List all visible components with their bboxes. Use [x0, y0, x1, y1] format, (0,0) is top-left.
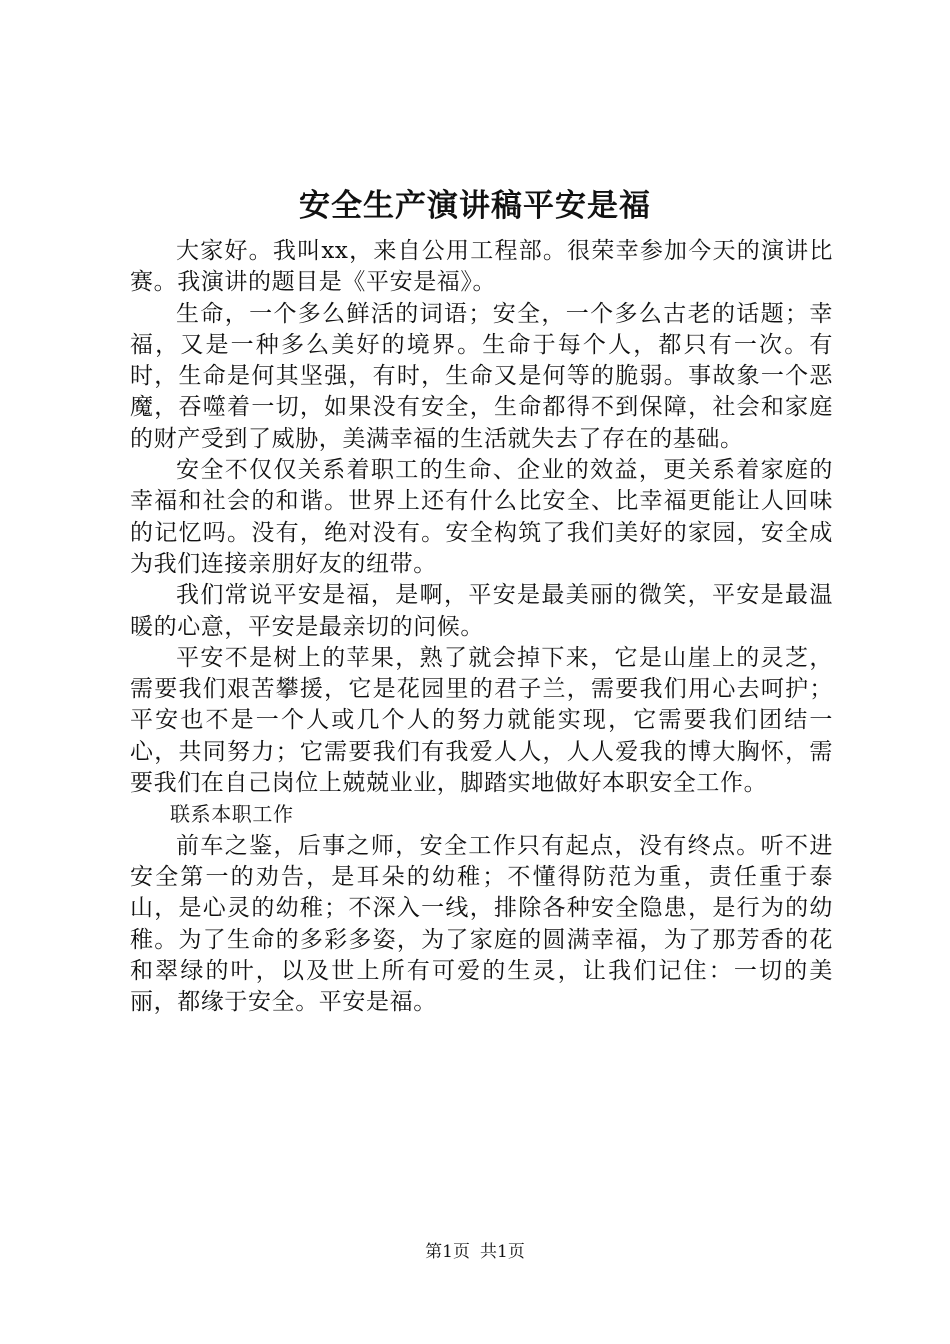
page-number: 第1页 — [425, 1242, 470, 1262]
page-total: 共1页 — [480, 1242, 525, 1262]
page-footer — [0, 1240, 950, 1264]
paragraph-peace-effort: 平安不是树上的苹果，熟了就会掉下来，它是山崖上的灵芝，需要我们艰苦攀援，它是花园里的君子兰，需要我们用心去呵护；平安也不是一个人或几个人的努力就能实现，它需要我们团结一心，共同努力；它需要我们有我爱人人，人人爱我的博大胸怀，需要我们在自己岗位上兢兢业业，脚踏实地做好本职安全工作。 — [130, 644, 833, 797]
section-heading: 联系本职工作 — [170, 802, 294, 827]
paragraph-closing: 前车之鉴，后事之师，安全工作只有起点，没有终点。听不进安全第一的劝告，是耳朵的幼稚；不懂得防范为重，责任重于泰山，是心灵的幼稚；不深入一线，排除各种安全隐患，是行为的幼稚。为了生命的多彩多姿，为了家庭的圆满幸福，为了那芳香的花和翠绿的叶，以及世上所有可爱的生灵，让我们记住：一切的美丽，都缘于安全。平安是福。 — [130, 832, 833, 1016]
paragraph-life: 生命，一个多么鲜活的词语；安全，一个多么古老的话题；幸福，又是一种多么美好的境界。生命于每个人，都只有一次。有时，生命是何其坚强，有时，生命又是何等的脆弱。事故象一个恶魔，吞噬着一切，如果没有安全，生命都得不到保障，社会和家庭的财产受到了威胁，美满幸福的生活就失去了存在的基础。 — [130, 300, 833, 452]
document-title: 安全生产演讲稿平安是福 — [299, 188, 651, 224]
paragraph-peace-blessing: 我们常说平安是福，是啊，平安是最美丽的微笑，平安是最温暖的心意，平安是最亲切的问候。 — [130, 582, 833, 640]
paragraph-intro: 大家好。我叫xx，来自公用工程部。很荣幸参加今天的演讲比赛。我演讲的题目是《平安是福》。 — [130, 238, 833, 296]
paragraph-safety-family: 安全不仅仅关系着职工的生命、企业的效益，更关系着家庭的幸福和社会的和谐。世界上还有什么比安全、比幸福更能让人回味的记忆吗。没有，绝对没有。安全构筑了我们美好的家园，安全成为我们连接亲朋好友的纽带。 — [130, 457, 833, 577]
document-body — [130, 236, 833, 1018]
